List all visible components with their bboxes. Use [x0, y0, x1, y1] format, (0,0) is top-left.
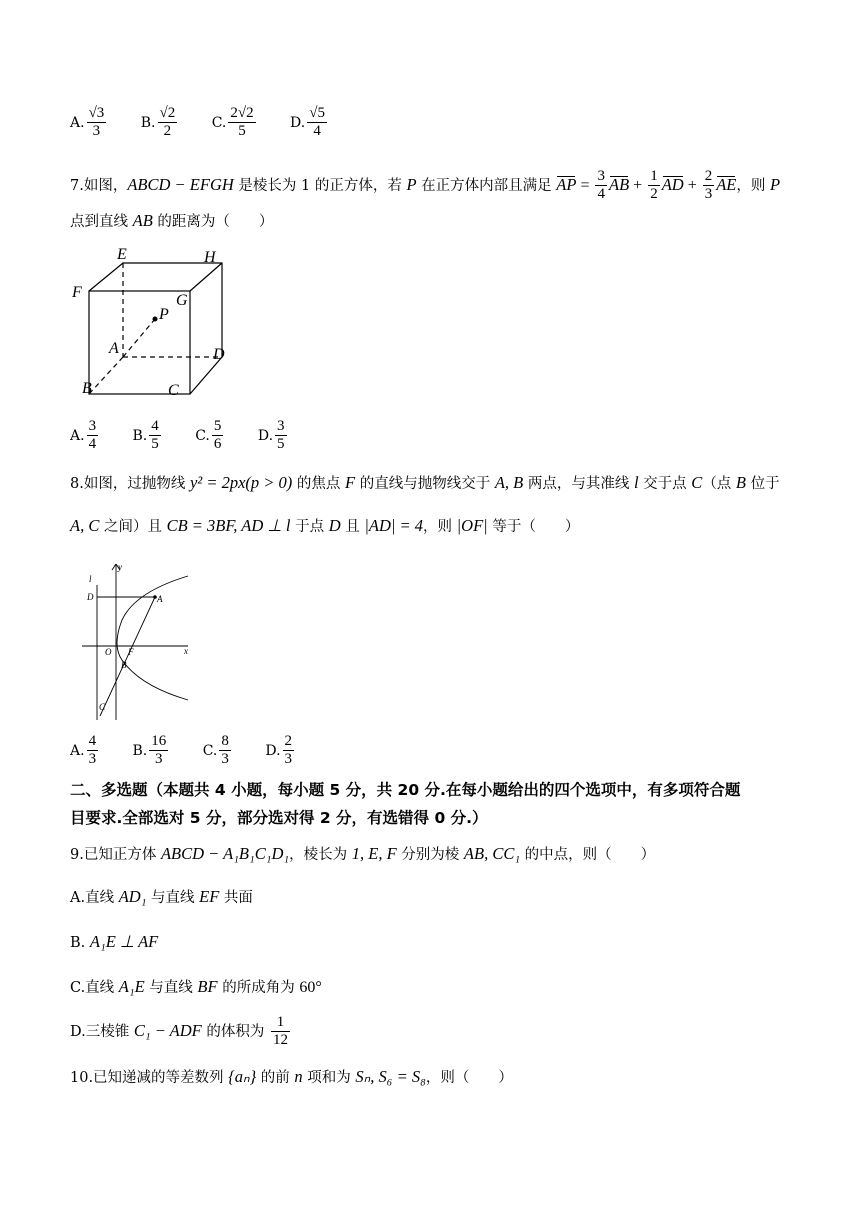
label-f: F	[72, 284, 82, 301]
label-h: H	[204, 249, 216, 266]
q8-option-b[interactable]: B. $\frac{16}{3}$	[132, 733, 167, 768]
q6-option-d[interactable]: D. $\frac{√5}{4}$	[290, 105, 325, 140]
q7-stem-line1: 7.如图，ABCD − EFGH 是棱长为 1 的正方体，若 P 在正方体内部且满足 AP = $\frac{3}{4}$ AB + $\frac{1}{2}$ AD + $\frac{2}{3}$ AE，则 P	[70, 168, 781, 203]
label-c: C	[99, 702, 106, 712]
q7-option-b[interactable]: B. $\frac{4}{5}$	[132, 418, 159, 453]
label-c: C	[168, 382, 179, 399]
label-d: D	[213, 346, 225, 363]
q9-option-b[interactable]: B. A₁E ⊥ AF	[70, 932, 159, 951]
q6-option-c[interactable]: C. $\frac{2√2}{5}$	[211, 105, 254, 140]
label-d: D	[87, 592, 94, 602]
label-o: O	[105, 647, 112, 657]
label-e: E	[117, 246, 127, 263]
label-g: G	[176, 292, 188, 309]
q10-stem: 10.已知递减的等差数列 {aₙ} 的前 n 项和为 Sₙ, S₆ = S₈，则（ ）	[70, 1067, 513, 1086]
label-a: A	[157, 594, 163, 604]
q9-option-d[interactable]: D.三棱锥 C₁ − ADF 的体积为 $\frac{1}{12}$	[70, 1014, 288, 1049]
q6-option-a[interactable]: A. $\frac{√3}{3}$	[70, 105, 105, 140]
q7-stem-line2: 点到直线 AB 的距离为（ ）	[70, 211, 274, 230]
label-f: F	[128, 647, 134, 657]
q7-option-c[interactable]: C. $\frac{5}{6}$	[195, 418, 222, 453]
label-y: y	[118, 562, 122, 572]
label-a: A	[109, 340, 119, 357]
q6-option-b[interactable]: B. $\frac{√2}{2}$	[140, 105, 176, 140]
q9-stem: 9.已知正方体 ABCD − A₁B₁C₁D₁，棱长为 1, E, F 分别为棱 AB, CC₁ 的中点，则（ ）	[70, 844, 656, 863]
label-b: B	[82, 380, 92, 397]
label-b: B	[121, 660, 127, 670]
label-x: x	[184, 646, 188, 656]
q8-option-d[interactable]: D. $\frac{2}{3}$	[265, 733, 293, 768]
section2-heading-line2: 目要求.全部选对 5 分，部分选对得 2 分，有选错得 0 分.）	[70, 809, 488, 827]
q7-option-d[interactable]: D. $\frac{3}{5}$	[257, 418, 285, 453]
q9-option-a[interactable]: A.直线 AD₁ 与直线 EF 共面	[70, 887, 253, 906]
q8-parabola-figure	[80, 560, 195, 725]
q9-option-c[interactable]: C.直线 A₁E 与直线 BF 的所成角为 60°	[70, 977, 322, 996]
section2-heading-line1: 二、多选题（本题共 4 小题，每小题 5 分，共 20 分.在每小题给出的四个选项中，有多项符合题	[70, 781, 741, 799]
q6-options	[70, 105, 357, 141]
q8-options	[70, 733, 324, 769]
q8-option-c[interactable]: C. $\frac{8}{3}$	[202, 733, 229, 768]
q8-stem-line2: A, C 之间）且 CB = 3BF, AD ⊥ l 于点 D 且 |AD| = 4，则 |OF| 等于（ ）	[70, 516, 580, 535]
q7-option-a[interactable]: A. $\frac{3}{4}$	[70, 418, 97, 453]
q8-stem-line1: 8.如图，过抛物线 y² = 2px(p > 0) 的焦点 F 的直线与抛物线交于 A, B 两点，与其准线 l 交于点 C（点 B 位于	[70, 473, 780, 492]
label-p: P	[159, 306, 169, 323]
q7-options	[70, 418, 317, 454]
label-l: l	[89, 574, 92, 584]
q8-option-a[interactable]: A. $\frac{4}{3}$	[70, 733, 97, 768]
q7-cube-figure	[70, 245, 240, 405]
